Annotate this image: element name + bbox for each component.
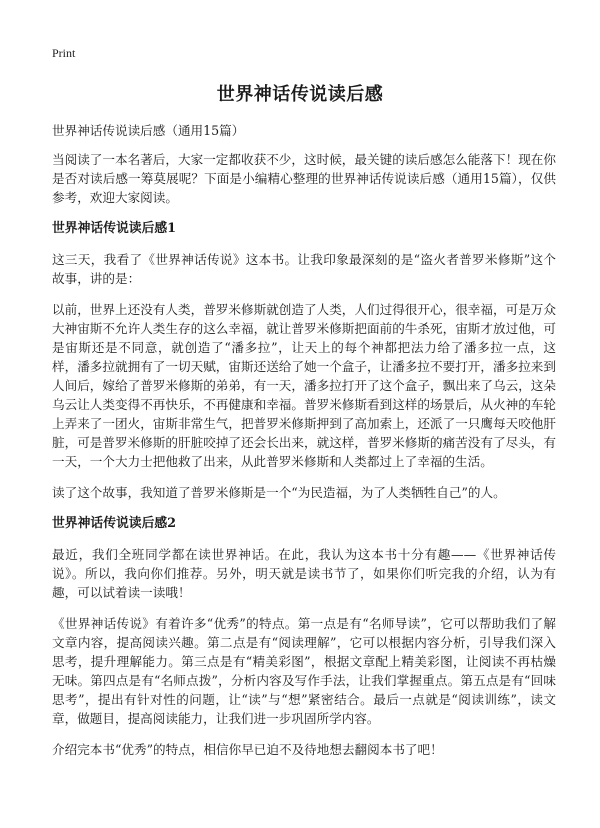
section-2-paragraph-3: 介绍完本书“优秀”的特点，相信你早已迫不及待地想去翻阅本书了吧！ [52,742,443,757]
section-2-heading: 世界神话传说读后感2 [52,516,177,531]
section-2-paragraph-2: 《世界神话传说》有着许多“优秀”的特点。第一点是有“名师导读”，它可以帮助我们了解文章内容，提高阅读兴趣。第二点是有“阅读理解”，它可以根据内容分析，引导我们深入思考，提升理解能力。第三点是有“精美彩图”，根据文章配上精美彩图，让阅读不再枯燥无味。第四点是有“名师点拨”，分析内容及写作手法，让我们掌握重点。第五点是有“回味思考”，提出有针对性的问题，让“读”与“想”紧密结合。最后一点就是“阅读训练”，读文章，做题目，提高阅读能力，让我们进一步巩固所学内容。 [52,616,556,726]
document-body [52,121,556,771]
document-title: 世界神话传说读后感 [216,84,384,105]
intro-paragraph: 当阅读了一本名著后，大家一定都收获不少，这时候，最关键的读后感怎么能落下！现在你是否对读后感一筹莫展呢？下面是小编精心整理的世界神话传说读后感（通用15篇），仅供参考，欢迎大家阅读。 [52,152,556,205]
intro-subtitle: 世界神话传说读后感（通用15篇） [52,123,245,138]
section-1-paragraph-1: 这三天，我看了《世界神话传说》这本书。让我印象最深刻的是“盗火者普罗米修斯”这个故事，讲的是： [52,252,556,286]
section-2-paragraph-1: 最近，我们全班同学都在读世界神话。在此，我认为这本书十分有趣——《世界神话传说》。所以，我向你们推荐。另外，明天就是读书节了，如果你们听完我的介绍，认为有趣，可以试着读一读哦！ [52,547,556,600]
section-1-paragraph-2: 以前，世界上还没有人类，普罗米修斯就创造了人类，人们过得很开心，很幸福，可是万众大神宙斯不允许人类生存的这么幸福，就让普罗米修斯把面前的牛杀死，宙斯才放过他，可是宙斯还是不同意，就创造了“潘多拉”，让天上的每个神都把法力给了潘多拉一点，这样，潘多拉就拥有了一切天赋，宙斯还送给了她一个盒子，让潘多拉不要打开，潘多拉来到人间后，嫁给了普罗米修斯的弟弟，有一天，潘多拉打开了这个盒子，飘出来了乌云，这朵乌云让人类变得不再快乐，不再健康和幸福。普罗米修斯看到这样的场景后，从火神的车轮上弄来了一团火，宙斯非常生气，把普罗米修斯押到了高加索上，还派了一只鹰每天咬他肝脏，可是普罗米修斯的肝脏咬掉了还会长出来，就这样，普罗米修斯的痛苦没有了尽头，有一天，一个大力士把他救了出来，从此普罗米修斯和人类都过上了幸福的生活。 [52,302,556,469]
print-link[interactable]: Print [52,46,76,60]
section-1-heading: 世界神话传说读后感1 [52,221,177,236]
section-1-paragraph-3: 读了这个故事，我知道了普罗米修斯是一个“为民造福，为了人类牺牲自己”的人。 [52,485,506,500]
